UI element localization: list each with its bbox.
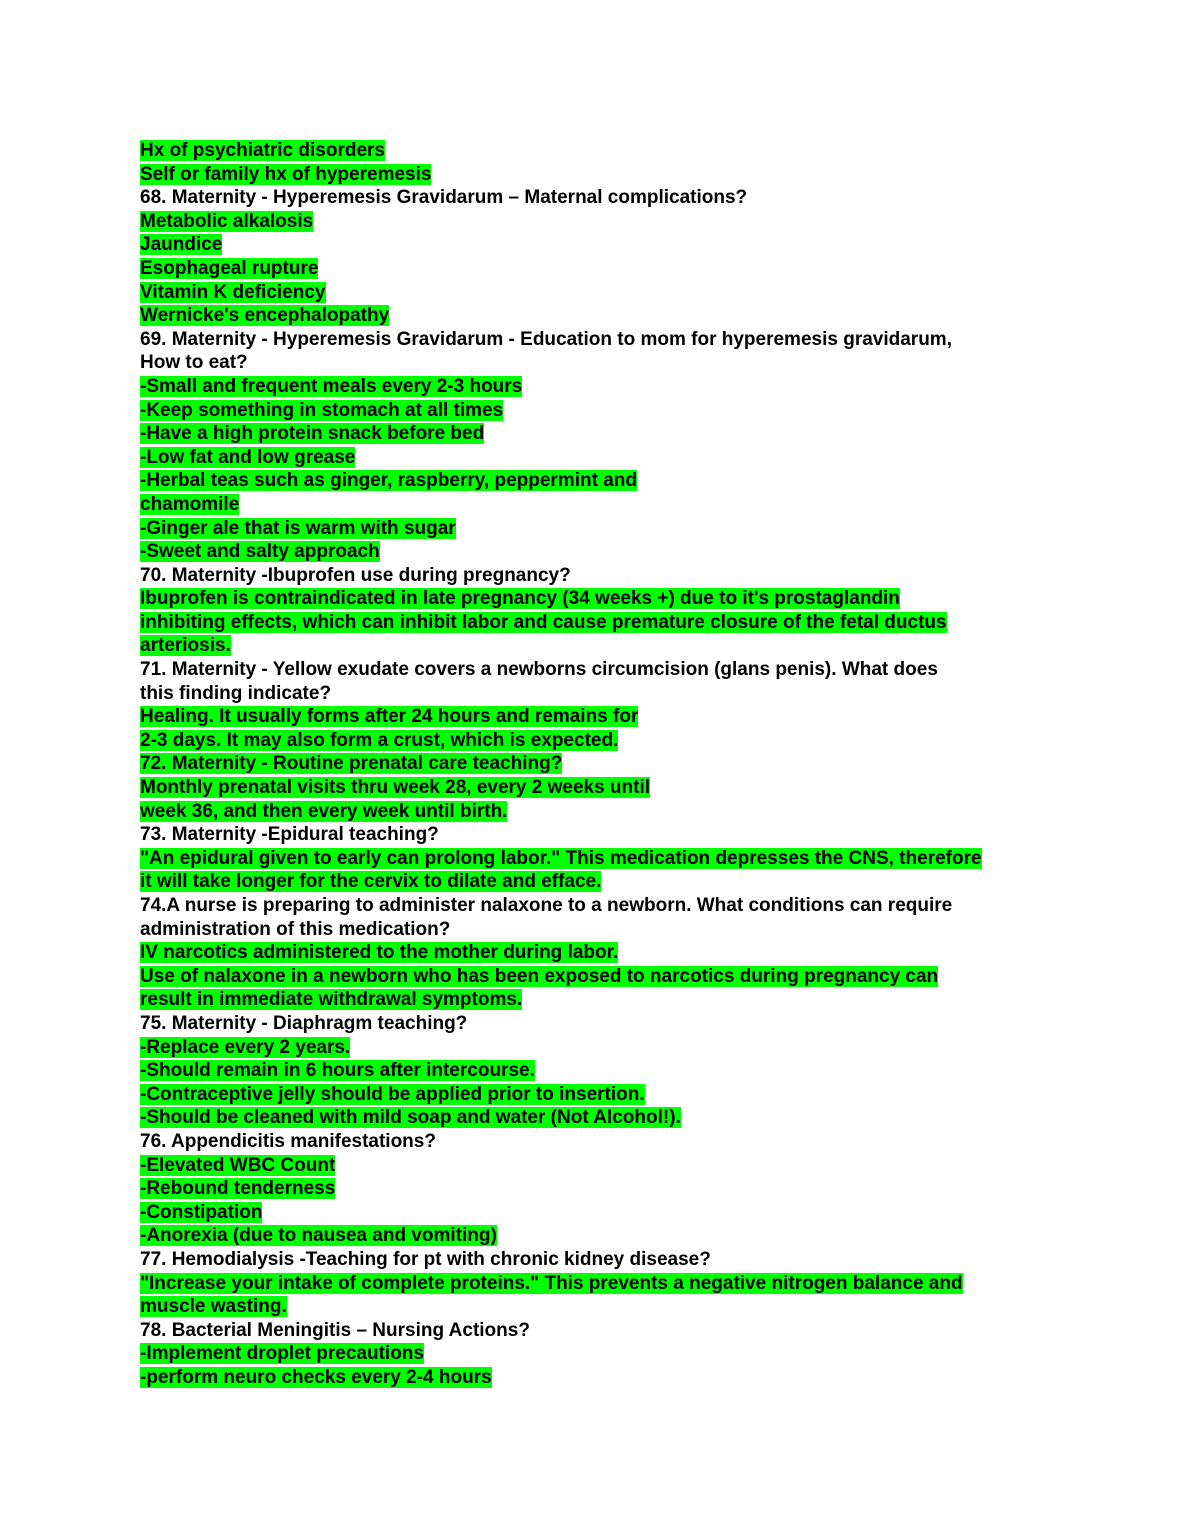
answer-text: 72. Maternity - Routine prenatal care teaching? [140,753,563,775]
question-text: 69. Maternity - Hyperemesis Gravidarum - Education to mom for hyperemesis gravidarum, [140,328,952,350]
highlighted-answer-line [140,1083,1060,1107]
highlighted-answer-line [140,988,1060,1012]
answer-text: arteriosis. [140,635,231,657]
document-page [140,139,1060,1389]
highlighted-answer-line [140,304,1060,328]
answer-text: -Constipation [140,1201,263,1223]
question-line [140,1319,1060,1343]
highlighted-answer-line [140,446,1060,470]
highlighted-answer-line [140,540,1060,564]
answer-text: Use of nalaxone in a newborn who has been exposed to narcotics during pregnancy can [140,965,939,987]
answer-text: Esophageal rupture [140,257,319,279]
highlighted-answer-line [140,729,1060,753]
question-line [140,186,1060,210]
highlighted-answer-line [140,1154,1060,1178]
answer-text: "An epidural given to early can prolong labor." This medication depresses the CNS, therefore [140,847,982,869]
highlighted-answer-line [140,1177,1060,1201]
answer-text: "Increase your intake of complete proteins." This prevents a negative nitrogen balance and [140,1272,963,1294]
question-text: 74.A nurse is preparing to administer nalaxone to a newborn. What conditions can require [140,895,953,916]
question-line [140,682,1060,706]
answer-text: Vitamin K deficiency [140,281,326,303]
question-line [140,351,1060,375]
question-text: 77. Hemodialysis -Teaching for pt with chronic kidney disease? [140,1248,711,1270]
answer-text: -Small and frequent meals every 2-3 hours [140,375,523,397]
highlighted-answer-line [140,163,1060,187]
answer-text: -Implement droplet precautions [140,1343,424,1365]
highlighted-answer-line [140,705,1060,729]
question-line [140,1012,1060,1036]
question-line [140,1130,1060,1154]
answer-text: -Low fat and low grease [140,446,356,468]
highlighted-answer-line [140,1106,1060,1130]
highlighted-answer-line [140,870,1060,894]
question-line [140,894,1060,918]
answer-text: -Rebound tenderness [140,1178,336,1200]
answer-text: -Herbal teas such as ginger, raspberry, peppermint and [140,470,637,492]
highlighted-answer-line [140,233,1060,257]
answer-text: -Should be cleaned with mild soap and water (Not Alcohol!). [140,1107,681,1129]
answer-text: result in immediate withdrawal symptoms. [140,989,523,1011]
answer-text: -Sweet and salty approach [140,541,380,563]
highlighted-answer-line [140,587,1060,611]
answer-text: Healing. It usually forms after 24 hours and remains for [140,706,639,728]
highlighted-answer-line [140,210,1060,234]
highlighted-answer-line [140,281,1060,305]
question-text: this finding indicate? [140,682,332,704]
highlighted-answer-line [140,1342,1060,1366]
answer-text: -Replace every 2 years. [140,1036,351,1058]
highlighted-answer-line [140,375,1060,399]
answer-text: week 36, and then every week until birth. [140,800,508,822]
question-line [140,564,1060,588]
question-text: administration of this medication? [140,918,451,940]
answer-text: Hx of psychiatric disorders [140,140,385,161]
highlighted-answer-line [140,493,1060,517]
highlighted-answer-line [140,847,1060,871]
answer-text: IV narcotics administered to the mother during labor. [140,942,619,964]
answer-text: -Keep something in stomach at all times [140,399,504,421]
answer-text: muscle wasting. [140,1296,287,1318]
highlighted-answer-line [140,257,1060,281]
answer-text: it will take longer for the cervix to dilate and efface. [140,871,602,893]
highlighted-answer-line [140,469,1060,493]
highlighted-answer-line [140,1366,1060,1390]
question-text: 78. Bacterial Meningitis – Nursing Actions? [140,1319,530,1341]
answer-text: -Anorexia (due to nausea and vomiting) [140,1225,497,1247]
answer-text: -Should remain in 6 hours after intercourse. [140,1060,535,1082]
answer-text: Monthly prenatal visits thru week 28, every 2 weeks until [140,777,651,799]
highlighted-answer-line [140,1272,1060,1296]
highlighted-answer-line [140,611,1060,635]
answer-text: -Have a high protein snack before bed [140,423,485,445]
question-text: 68. Maternity - Hyperemesis Gravidarum – Maternal complications? [140,187,748,209]
question-text: 71. Maternity - Yellow exudate covers a newborns circumcision (glans penis). What does [140,659,938,681]
highlighted-answer-line [140,139,1060,163]
answer-text: Wernicke's encephalopathy [140,305,390,327]
question-line [140,823,1060,847]
highlighted-answer-line [140,800,1060,824]
answer-text: -perform neuro checks every 2-4 hours [140,1366,492,1388]
question-text: 75. Maternity - Diaphragm teaching? [140,1012,468,1034]
highlighted-answer-line [140,517,1060,541]
answer-text: Ibuprofen is contraindicated in late pregnancy (34 weeks +) due to it's prostaglandin [140,588,900,610]
question-text: 73. Maternity -Epidural teaching? [140,824,439,846]
highlighted-answer-line [140,1295,1060,1319]
highlighted-answer-line [140,399,1060,423]
highlighted-answer-line [140,776,1060,800]
answer-text: 2-3 days. It may also form a crust, which is expected. [140,729,619,751]
answer-text: Self or family hx of hyperemesis [140,163,432,185]
question-text: How to eat? [140,352,248,374]
answer-text: inhibiting effects, which can inhibit labor and cause premature closure of the fetal ductus [140,611,947,633]
highlighted-answer-line [140,752,1060,776]
answer-text: -Contraceptive jelly should be applied prior to insertion. [140,1083,645,1105]
answer-text: chamomile [140,493,240,515]
question-text: 70. Maternity -Ibuprofen use during pregnancy? [140,564,571,586]
highlighted-answer-line [140,941,1060,965]
highlighted-answer-line [140,965,1060,989]
highlighted-answer-line [140,1036,1060,1060]
highlighted-answer-line [140,1059,1060,1083]
highlighted-answer-line [140,634,1060,658]
question-line [140,1248,1060,1272]
highlighted-answer-line [140,1201,1060,1225]
answer-text: -Ginger ale that is warm with sugar [140,517,456,539]
question-line [140,918,1060,942]
question-line [140,658,1060,682]
question-line [140,328,1060,352]
question-text: 76. Appendicitis manifestations? [140,1130,436,1152]
highlighted-answer-line [140,1224,1060,1248]
answer-text: -Elevated WBC Count [140,1154,336,1176]
answer-text: Jaundice [140,234,223,256]
answer-text: Metabolic alkalosis [140,210,314,232]
highlighted-answer-line [140,422,1060,446]
